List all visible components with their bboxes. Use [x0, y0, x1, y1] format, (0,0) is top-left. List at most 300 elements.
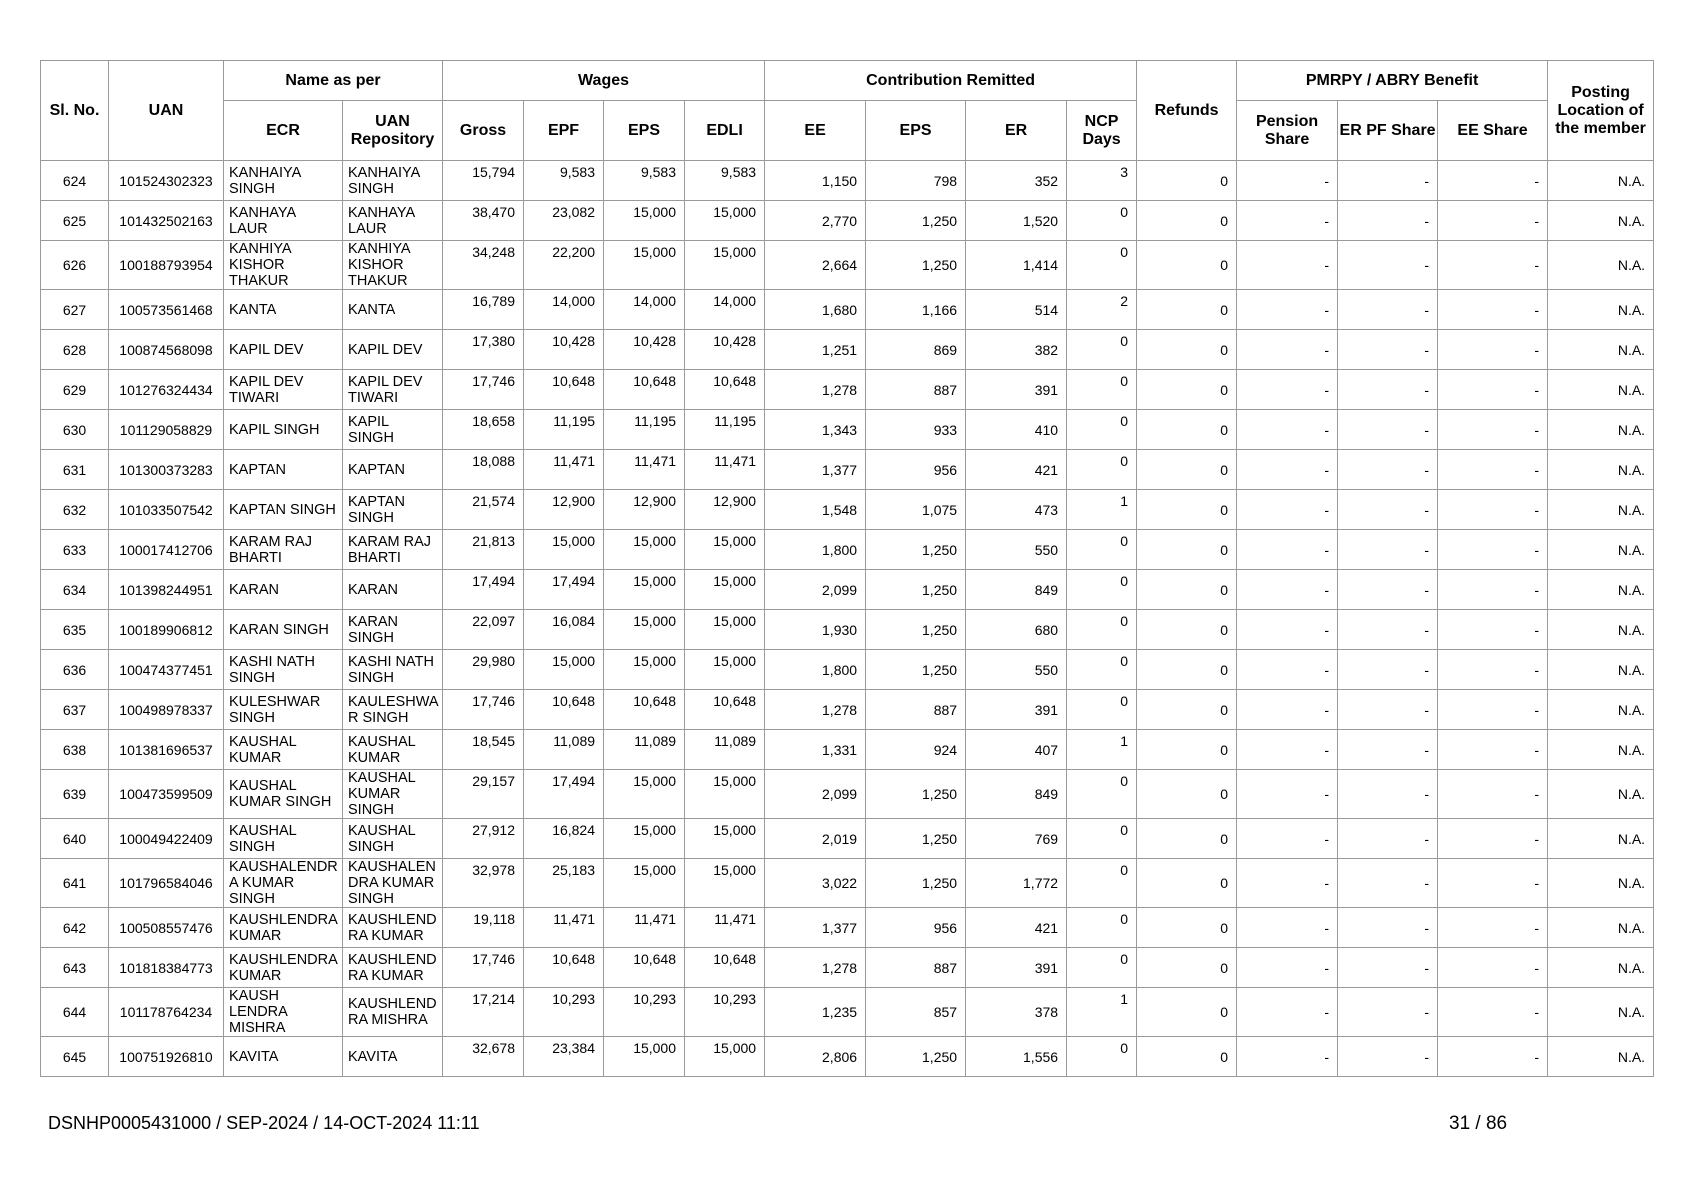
cell-eps-contribution: 1,250: [866, 201, 966, 241]
cell-gross: 32,678: [443, 1037, 524, 1077]
cell-uan: 101432502163: [109, 201, 224, 241]
cell-edli: 11,089: [685, 730, 765, 770]
cell-eps-wages: 14,000: [604, 290, 685, 330]
cell-er: 352: [966, 161, 1067, 201]
cell-posting-location: N.A.: [1548, 241, 1654, 290]
col-edli: EDLI: [685, 101, 765, 161]
cell-ee: 1,343: [765, 410, 866, 450]
cell-sl-no: 636: [41, 650, 109, 690]
group-name-as-per: Name as per: [224, 61, 443, 101]
cell-pension-share: -: [1237, 650, 1338, 690]
table-row: [41, 290, 1654, 330]
cell-er: 769: [966, 819, 1067, 859]
cell-ee-share: -: [1438, 650, 1548, 690]
cell-posting-location: N.A.: [1548, 290, 1654, 330]
table-row: [41, 690, 1654, 730]
cell-pension-share: -: [1237, 770, 1338, 819]
col-pension-share: Pension Share: [1237, 101, 1338, 161]
cell-uan: 100874568098: [109, 330, 224, 370]
cell-er: 1,414: [966, 241, 1067, 290]
cell-er-pf-share: -: [1338, 490, 1438, 530]
cell-posting-location: N.A.: [1548, 650, 1654, 690]
cell-name-uan-repository: KAUSHLEND RA KUMAR: [343, 908, 443, 948]
table-row: [41, 450, 1654, 490]
cell-er-pf-share: -: [1338, 819, 1438, 859]
cell-epf: 23,082: [524, 201, 604, 241]
cell-name-uan-repository: KASHI NATH SINGH: [343, 650, 443, 690]
cell-ee: 1,278: [765, 690, 866, 730]
cell-epf: 25,183: [524, 859, 604, 908]
cell-gross: 27,912: [443, 819, 524, 859]
cell-name-ecr: KAPIL DEV TIWARI: [224, 370, 343, 410]
cell-ee: 1,235: [765, 988, 866, 1037]
cell-pension-share: -: [1237, 450, 1338, 490]
cell-pension-share: -: [1237, 410, 1338, 450]
cell-ncp-days: 0: [1067, 908, 1137, 948]
cell-ncp-days: 0: [1067, 948, 1137, 988]
cell-ncp-days: 0: [1067, 450, 1137, 490]
cell-gross: 17,746: [443, 370, 524, 410]
cell-gross: 32,978: [443, 859, 524, 908]
cell-eps-contribution: 956: [866, 908, 966, 948]
cell-posting-location: N.A.: [1548, 490, 1654, 530]
cell-er-pf-share: -: [1338, 948, 1438, 988]
cell-name-ecr: KASHI NATH SINGH: [224, 650, 343, 690]
table-row: [41, 948, 1654, 988]
cell-refunds: 0: [1137, 530, 1237, 570]
cell-uan: 100473599509: [109, 770, 224, 819]
cell-ee-share: -: [1438, 570, 1548, 610]
cell-name-ecr: KAPIL SINGH: [224, 410, 343, 450]
cell-eps-wages: 10,648: [604, 690, 685, 730]
cell-eps-wages: 11,089: [604, 730, 685, 770]
col-eps-wages: EPS: [604, 101, 685, 161]
cell-ncp-days: 0: [1067, 201, 1137, 241]
cell-refunds: 0: [1137, 908, 1237, 948]
cell-ee: 2,099: [765, 770, 866, 819]
cell-gross: 38,470: [443, 201, 524, 241]
cell-epf: 11,089: [524, 730, 604, 770]
group-pmrpy-abry: PMRPY / ABRY Benefit: [1237, 61, 1548, 101]
cell-eps-contribution: 1,250: [866, 1037, 966, 1077]
cell-gross: 17,746: [443, 948, 524, 988]
cell-ee-share: -: [1438, 530, 1548, 570]
cell-ee: 1,800: [765, 530, 866, 570]
cell-ee: 1,251: [765, 330, 866, 370]
cell-gross: 16,789: [443, 290, 524, 330]
cell-er: 391: [966, 948, 1067, 988]
table-row: [41, 370, 1654, 410]
cell-gross: 15,794: [443, 161, 524, 201]
table-row: [41, 988, 1654, 1037]
cell-uan: 101381696537: [109, 730, 224, 770]
cell-er: 382: [966, 330, 1067, 370]
cell-epf: 10,648: [524, 370, 604, 410]
cell-ee-share: -: [1438, 450, 1548, 490]
cell-edli: 15,000: [685, 819, 765, 859]
cell-posting-location: N.A.: [1548, 690, 1654, 730]
cell-eps-wages: 9,583: [604, 161, 685, 201]
cell-edli: 15,000: [685, 201, 765, 241]
cell-pension-share: -: [1237, 570, 1338, 610]
cell-pension-share: -: [1237, 819, 1338, 859]
cell-er-pf-share: -: [1338, 770, 1438, 819]
cell-eps-wages: 11,471: [604, 908, 685, 948]
cell-sl-no: 644: [41, 988, 109, 1037]
cell-sl-no: 624: [41, 161, 109, 201]
col-posting-location: Posting Location of the member: [1548, 61, 1654, 161]
cell-ee-share: -: [1438, 410, 1548, 450]
cell-ee-share: -: [1438, 330, 1548, 370]
table-header: [41, 61, 1654, 161]
cell-epf: 15,000: [524, 650, 604, 690]
cell-pension-share: -: [1237, 1037, 1338, 1077]
cell-ee: 1,548: [765, 490, 866, 530]
cell-ee-share: -: [1438, 1037, 1548, 1077]
cell-er: 473: [966, 490, 1067, 530]
cell-name-ecr: KAUSHLENDRA KUMAR: [224, 908, 343, 948]
cell-posting-location: N.A.: [1548, 450, 1654, 490]
cell-eps-contribution: 857: [866, 988, 966, 1037]
cell-pension-share: -: [1237, 730, 1338, 770]
cell-edli: 15,000: [685, 530, 765, 570]
cell-eps-contribution: 1,075: [866, 490, 966, 530]
cell-ee-share: -: [1438, 161, 1548, 201]
cell-sl-no: 634: [41, 570, 109, 610]
cell-refunds: 0: [1137, 730, 1237, 770]
cell-edli: 15,000: [685, 1037, 765, 1077]
cell-er-pf-share: -: [1338, 690, 1438, 730]
cell-edli: 15,000: [685, 859, 765, 908]
cell-ee: 3,022: [765, 859, 866, 908]
cell-gross: 17,494: [443, 570, 524, 610]
cell-eps-contribution: 887: [866, 690, 966, 730]
cell-eps-wages: 12,900: [604, 490, 685, 530]
cell-er-pf-share: -: [1338, 330, 1438, 370]
cell-epf: 17,494: [524, 570, 604, 610]
cell-uan: 100049422409: [109, 819, 224, 859]
col-uan: UAN: [109, 61, 224, 161]
cell-eps-wages: 10,293: [604, 988, 685, 1037]
cell-sl-no: 626: [41, 241, 109, 290]
cell-gross: 18,088: [443, 450, 524, 490]
cell-gross: 29,157: [443, 770, 524, 819]
cell-name-ecr: KAUSHLENDRA KUMAR: [224, 948, 343, 988]
cell-er: 1,772: [966, 859, 1067, 908]
cell-refunds: 0: [1137, 988, 1237, 1037]
cell-eps-contribution: 1,250: [866, 859, 966, 908]
cell-posting-location: N.A.: [1548, 330, 1654, 370]
cell-edli: 10,648: [685, 370, 765, 410]
col-eps-contribution: EPS: [866, 101, 966, 161]
cell-epf: 11,471: [524, 908, 604, 948]
cell-name-uan-repository: KAULESHWA R SINGH: [343, 690, 443, 730]
cell-eps-wages: 15,000: [604, 241, 685, 290]
cell-posting-location: N.A.: [1548, 948, 1654, 988]
cell-uan: 100573561468: [109, 290, 224, 330]
col-refunds: Refunds: [1137, 61, 1237, 161]
cell-ncp-days: 1: [1067, 988, 1137, 1037]
cell-eps-contribution: 1,250: [866, 770, 966, 819]
cell-name-uan-repository: KAUSHLEND RA MISHRA: [343, 988, 443, 1037]
cell-sl-no: 635: [41, 610, 109, 650]
cell-ncp-days: 0: [1067, 690, 1137, 730]
cell-ee: 1,377: [765, 908, 866, 948]
cell-er: 1,556: [966, 1037, 1067, 1077]
cell-name-uan-repository: KAUSHLEND RA KUMAR: [343, 948, 443, 988]
cell-eps-wages: 10,648: [604, 370, 685, 410]
cell-ee-share: -: [1438, 819, 1548, 859]
cell-ee: 2,019: [765, 819, 866, 859]
cell-er: 421: [966, 450, 1067, 490]
cell-epf: 10,293: [524, 988, 604, 1037]
cell-eps-wages: 15,000: [604, 610, 685, 650]
table-row: [41, 1037, 1654, 1077]
cell-er-pf-share: -: [1338, 241, 1438, 290]
cell-ee: 1,331: [765, 730, 866, 770]
cell-ee: 1,377: [765, 450, 866, 490]
cell-er: 1,520: [966, 201, 1067, 241]
cell-ee: 1,150: [765, 161, 866, 201]
cell-refunds: 0: [1137, 450, 1237, 490]
cell-name-uan-repository: KAPTAN: [343, 450, 443, 490]
table-row: [41, 819, 1654, 859]
cell-ncp-days: 0: [1067, 770, 1137, 819]
cell-name-ecr: KULESHWAR SINGH: [224, 690, 343, 730]
cell-posting-location: N.A.: [1548, 908, 1654, 948]
cell-pension-share: -: [1237, 490, 1338, 530]
cell-sl-no: 639: [41, 770, 109, 819]
cell-ee-share: -: [1438, 290, 1548, 330]
cell-posting-location: N.A.: [1548, 201, 1654, 241]
cell-uan: 100751926810: [109, 1037, 224, 1077]
cell-eps-wages: 15,000: [604, 819, 685, 859]
cell-er-pf-share: -: [1338, 450, 1438, 490]
cell-ncp-days: 0: [1067, 241, 1137, 290]
cell-gross: 21,574: [443, 490, 524, 530]
cell-name-ecr: KAVITA: [224, 1037, 343, 1077]
cell-name-uan-repository: KANHAYA LAUR: [343, 201, 443, 241]
cell-ncp-days: 0: [1067, 1037, 1137, 1077]
cell-gross: 18,658: [443, 410, 524, 450]
cell-sl-no: 633: [41, 530, 109, 570]
cell-refunds: 0: [1137, 770, 1237, 819]
cell-edli: 11,471: [685, 908, 765, 948]
cell-sl-no: 625: [41, 201, 109, 241]
cell-epf: 22,200: [524, 241, 604, 290]
table-row: [41, 570, 1654, 610]
cell-uan: 101796584046: [109, 859, 224, 908]
cell-ee: 2,806: [765, 1037, 866, 1077]
cell-posting-location: N.A.: [1548, 530, 1654, 570]
cell-eps-contribution: 1,250: [866, 241, 966, 290]
cell-er-pf-share: -: [1338, 650, 1438, 690]
cell-er: 407: [966, 730, 1067, 770]
col-sl-no: Sl. No.: [41, 61, 109, 161]
group-wages: Wages: [443, 61, 765, 101]
cell-epf: 10,648: [524, 948, 604, 988]
cell-er-pf-share: -: [1338, 610, 1438, 650]
table-row: [41, 161, 1654, 201]
cell-uan: 100189906812: [109, 610, 224, 650]
cell-epf: 14,000: [524, 290, 604, 330]
cell-edli: 10,648: [685, 690, 765, 730]
cell-eps-wages: 15,000: [604, 530, 685, 570]
ecr-table-wrapper: [40, 60, 1654, 1077]
cell-eps-wages: 15,000: [604, 770, 685, 819]
cell-posting-location: N.A.: [1548, 370, 1654, 410]
cell-eps-wages: 15,000: [604, 859, 685, 908]
cell-uan: 101398244951: [109, 570, 224, 610]
cell-name-uan-repository: KANTA: [343, 290, 443, 330]
cell-ee: 2,099: [765, 570, 866, 610]
cell-refunds: 0: [1137, 241, 1237, 290]
cell-ee-share: -: [1438, 770, 1548, 819]
cell-name-ecr: KANHAYA LAUR: [224, 201, 343, 241]
cell-ncp-days: 0: [1067, 650, 1137, 690]
cell-epf: 12,900: [524, 490, 604, 530]
cell-name-uan-repository: KARAM RAJ BHARTI: [343, 530, 443, 570]
cell-eps-contribution: 887: [866, 370, 966, 410]
cell-ee-share: -: [1438, 690, 1548, 730]
cell-name-ecr: KARAN: [224, 570, 343, 610]
cell-sl-no: 629: [41, 370, 109, 410]
cell-name-uan-repository: KAUSHALEN DRA KUMAR SINGH: [343, 859, 443, 908]
cell-pension-share: -: [1237, 530, 1338, 570]
cell-er-pf-share: -: [1338, 988, 1438, 1037]
contribution-table: [40, 60, 1654, 1077]
cell-ncp-days: 2: [1067, 290, 1137, 330]
cell-name-ecr: KAPTAN SINGH: [224, 490, 343, 530]
cell-eps-contribution: 798: [866, 161, 966, 201]
cell-eps-contribution: 1,250: [866, 570, 966, 610]
cell-er: 378: [966, 988, 1067, 1037]
col-epf: EPF: [524, 101, 604, 161]
cell-edli: 14,000: [685, 290, 765, 330]
cell-edli: 11,471: [685, 450, 765, 490]
table-row: [41, 908, 1654, 948]
cell-sl-no: 632: [41, 490, 109, 530]
cell-name-uan-repository: KAUSHAL KUMAR: [343, 730, 443, 770]
cell-ncp-days: 0: [1067, 370, 1137, 410]
cell-sl-no: 627: [41, 290, 109, 330]
cell-er: 391: [966, 370, 1067, 410]
cell-gross: 19,118: [443, 908, 524, 948]
cell-ncp-days: 0: [1067, 410, 1137, 450]
cell-name-ecr: KANTA: [224, 290, 343, 330]
cell-uan: 101818384773: [109, 948, 224, 988]
table-row: [41, 490, 1654, 530]
table-row: [41, 241, 1654, 290]
col-ee: EE: [765, 101, 866, 161]
cell-uan: 101300373283: [109, 450, 224, 490]
cell-uan: 101033507542: [109, 490, 224, 530]
cell-refunds: 0: [1137, 330, 1237, 370]
cell-ncp-days: 1: [1067, 730, 1137, 770]
cell-ncp-days: 0: [1067, 570, 1137, 610]
cell-name-ecr: KAPTAN: [224, 450, 343, 490]
cell-er-pf-share: -: [1338, 290, 1438, 330]
cell-eps-wages: 15,000: [604, 570, 685, 610]
cell-edli: 10,428: [685, 330, 765, 370]
cell-name-ecr: KANHAIYA SINGH: [224, 161, 343, 201]
cell-name-uan-repository: KARAN: [343, 570, 443, 610]
cell-eps-contribution: 1,250: [866, 530, 966, 570]
cell-er-pf-share: -: [1338, 570, 1438, 610]
document-reference: DSNHP0005431000 / SEP-2024 / 14-OCT-2024 11:11: [48, 1113, 480, 1133]
cell-er-pf-share: -: [1338, 859, 1438, 908]
cell-posting-location: N.A.: [1548, 730, 1654, 770]
cell-edli: 11,195: [685, 410, 765, 450]
cell-eps-contribution: 1,250: [866, 819, 966, 859]
cell-posting-location: N.A.: [1548, 770, 1654, 819]
col-ecr: ECR: [224, 101, 343, 161]
cell-eps-wages: 10,428: [604, 330, 685, 370]
cell-name-uan-repository: KANHIYA KISHOR THAKUR: [343, 241, 443, 290]
cell-ee-share: -: [1438, 988, 1548, 1037]
cell-er-pf-share: -: [1338, 201, 1438, 241]
cell-refunds: 0: [1137, 948, 1237, 988]
cell-uan: 100474377451: [109, 650, 224, 690]
cell-er-pf-share: -: [1338, 370, 1438, 410]
cell-posting-location: N.A.: [1548, 161, 1654, 201]
cell-ee: 1,680: [765, 290, 866, 330]
cell-ee: 1,930: [765, 610, 866, 650]
cell-posting-location: N.A.: [1548, 859, 1654, 908]
cell-edli: 15,000: [685, 650, 765, 690]
cell-gross: 17,214: [443, 988, 524, 1037]
cell-eps-wages: 15,000: [604, 1037, 685, 1077]
cell-eps-wages: 11,471: [604, 450, 685, 490]
cell-posting-location: N.A.: [1548, 988, 1654, 1037]
cell-refunds: 0: [1137, 570, 1237, 610]
cell-name-ecr: KAPIL DEV: [224, 330, 343, 370]
cell-er: 680: [966, 610, 1067, 650]
cell-eps-contribution: 1,166: [866, 290, 966, 330]
cell-edli: 9,583: [685, 161, 765, 201]
cell-edli: 15,000: [685, 610, 765, 650]
cell-pension-share: -: [1237, 161, 1338, 201]
cell-ee-share: -: [1438, 908, 1548, 948]
cell-ncp-days: 1: [1067, 490, 1137, 530]
cell-er: 514: [966, 290, 1067, 330]
cell-er: 550: [966, 530, 1067, 570]
cell-sl-no: 641: [41, 859, 109, 908]
cell-sl-no: 643: [41, 948, 109, 988]
table-row: [41, 770, 1654, 819]
cell-refunds: 0: [1137, 201, 1237, 241]
cell-refunds: 0: [1137, 1037, 1237, 1077]
cell-name-uan-repository: KAPIL DEV: [343, 330, 443, 370]
cell-sl-no: 637: [41, 690, 109, 730]
cell-sl-no: 631: [41, 450, 109, 490]
cell-sl-no: 642: [41, 908, 109, 948]
cell-sl-no: 638: [41, 730, 109, 770]
cell-name-uan-repository: KAPTAN SINGH: [343, 490, 443, 530]
cell-eps-wages: 10,648: [604, 948, 685, 988]
cell-pension-share: -: [1237, 859, 1338, 908]
col-ncp-days: NCP Days: [1067, 101, 1137, 161]
cell-refunds: 0: [1137, 410, 1237, 450]
cell-name-ecr: KAUSHALENDR A KUMAR SINGH: [224, 859, 343, 908]
cell-pension-share: -: [1237, 290, 1338, 330]
cell-gross: 18,545: [443, 730, 524, 770]
cell-gross: 17,746: [443, 690, 524, 730]
cell-name-uan-repository: KAUSHAL SINGH: [343, 819, 443, 859]
cell-sl-no: 645: [41, 1037, 109, 1077]
cell-edli: 10,293: [685, 988, 765, 1037]
cell-er: 550: [966, 650, 1067, 690]
